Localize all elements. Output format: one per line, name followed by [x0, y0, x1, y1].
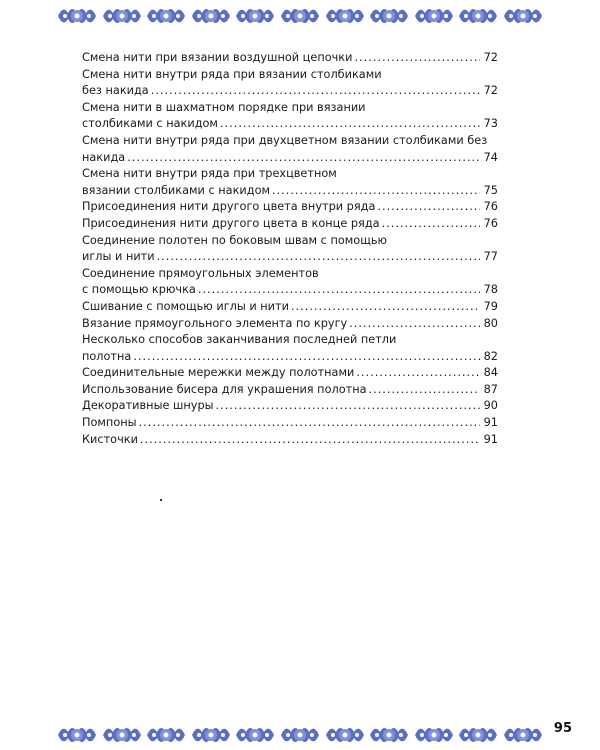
- toc-entry-text: Соединение полотен по боковым швам с помощью: [82, 233, 388, 247]
- lace-motif-icon: [103, 722, 141, 748]
- lace-motif-icon: [236, 3, 274, 29]
- toc-entry-text: Несколько способов заканчивания последней петли: [82, 333, 397, 347]
- toc-entry-page: 90: [483, 399, 498, 413]
- toc-entry: [82, 316, 498, 333]
- dot-leader: [216, 398, 480, 415]
- dot-leader: [151, 83, 480, 100]
- lace-motif-icon: [370, 722, 408, 748]
- dot-leader: [127, 150, 480, 167]
- lace-motif-icon: [147, 722, 185, 748]
- dot-leader: [157, 249, 480, 266]
- lace-motif-icon: [236, 722, 274, 748]
- toc-entry: [82, 432, 498, 449]
- toc-entry-text: Сшивание с помощью иглы и нити: [82, 299, 289, 313]
- toc-entry-text: вязании столбиками с накидом: [82, 183, 270, 197]
- toc-entry: [82, 50, 498, 67]
- toc-entry-page: 74: [483, 150, 498, 164]
- toc-entry-page: 77: [483, 250, 498, 264]
- toc-entry: [82, 299, 498, 316]
- lace-motif-icon: [147, 3, 185, 29]
- toc-entry-text: Вязание прямоугольного элемента по кругу: [82, 316, 348, 330]
- toc-entry-text: столбиками с накидом: [82, 117, 218, 131]
- lace-motif-icon: [370, 3, 408, 29]
- toc-entry: [82, 365, 498, 382]
- dot-leader: [291, 299, 480, 316]
- lace-motif-icon: [103, 3, 141, 29]
- dot-leader: [220, 116, 480, 133]
- toc-entry-page: 91: [483, 432, 498, 446]
- lace-motif-icon: [504, 722, 542, 748]
- dot-leader: [198, 282, 480, 299]
- print-speck: [160, 499, 162, 501]
- lace-motif-icon: [459, 722, 497, 748]
- toc-entry-page: 80: [483, 316, 498, 330]
- toc-entry: [82, 216, 498, 233]
- lace-motif-icon: [281, 722, 319, 748]
- toc-entry: [82, 133, 498, 166]
- toc-entry: [82, 100, 498, 133]
- toc-entry-text: Смена нити внутри ряда при вязании столбиками: [82, 67, 382, 81]
- lace-motif-icon: [281, 3, 319, 29]
- toc-entry: [82, 67, 498, 100]
- lace-motif-icon: [326, 3, 364, 29]
- dot-leader: [356, 365, 480, 382]
- toc-entry-text: Кисточки: [82, 432, 138, 446]
- toc-entry: [82, 332, 498, 365]
- toc-entry-text: Смена нити внутри ряда при двухцветном вязании столбиками без: [82, 133, 488, 147]
- toc-entry: [82, 398, 498, 415]
- toc-entry: [82, 199, 498, 216]
- toc-entry-text: Соединение прямоугольных элементов: [82, 266, 319, 280]
- toc-entry-page: 76: [483, 200, 498, 214]
- toc-entry-text: иглы и нити: [82, 250, 155, 264]
- toc-entry-page: 73: [483, 117, 498, 131]
- dot-leader: [140, 432, 480, 449]
- toc-entry-text: Декоративные шнуры: [82, 399, 214, 413]
- lace-motif-icon: [504, 3, 542, 29]
- dot-leader: [349, 316, 480, 333]
- bottom-lace-border: [58, 722, 542, 748]
- dot-leader: [377, 199, 480, 216]
- toc-entry-page: 72: [483, 51, 498, 64]
- toc-entry-text: Присоединения нити другого цвета внутри ряда: [82, 200, 376, 214]
- toc-entry: [82, 266, 498, 299]
- toc-entry-text: Использование бисера для украшения полотна: [82, 382, 367, 396]
- toc-entry-text: накида: [82, 150, 126, 164]
- toc-entry: [82, 382, 498, 399]
- lace-motif-icon: [58, 722, 96, 748]
- dot-leader: [369, 382, 480, 399]
- dot-leader: [354, 50, 480, 67]
- toc-entry-text: полотна: [82, 349, 132, 363]
- table-of-contents: [82, 50, 498, 448]
- toc-entry-page: 87: [483, 382, 498, 396]
- toc-entry-text: Помпоны: [82, 416, 137, 430]
- toc-entry-page: 78: [483, 283, 498, 297]
- dot-leader: [272, 183, 480, 200]
- toc-entry-text: Смена нити в шахматном порядке при вязании: [82, 100, 366, 114]
- top-lace-border: [58, 3, 542, 29]
- dot-leader: [382, 216, 480, 233]
- toc-entry-text: Смена нити при вязании воздушной цепочки: [82, 51, 353, 64]
- dot-leader: [133, 349, 480, 366]
- toc-entry-text: без накида: [82, 84, 149, 98]
- toc-entry-text: Присоединения нити другого цвета в конце ряда: [82, 216, 380, 230]
- toc-entry-page: 72: [483, 84, 498, 98]
- page-number: 95: [553, 721, 572, 736]
- toc-entry-page: 75: [483, 183, 498, 197]
- toc-entry-page: 79: [483, 299, 498, 313]
- toc-entry-page: 76: [483, 216, 498, 230]
- lace-motif-icon: [415, 3, 453, 29]
- toc-entry-text: Соединительные мережки между полотнами: [82, 366, 355, 380]
- dot-leader: [139, 415, 480, 432]
- toc-entry: [82, 166, 498, 199]
- lace-motif-icon: [192, 3, 230, 29]
- lace-motif-icon: [459, 3, 497, 29]
- lace-motif-icon: [192, 722, 230, 748]
- toc-entry-page: 91: [483, 416, 498, 430]
- lace-motif-icon: [58, 3, 96, 29]
- lace-motif-icon: [326, 722, 364, 748]
- toc-entry: [82, 415, 498, 432]
- toc-entry-page: 84: [483, 366, 498, 380]
- toc-entry-text: Смена нити внутри ряда при трехцветном: [82, 167, 337, 181]
- toc-entry: [82, 233, 498, 266]
- toc-entry-text: с помощью крючка: [82, 283, 196, 297]
- toc-entry-page: 82: [483, 349, 498, 363]
- lace-motif-icon: [415, 722, 453, 748]
